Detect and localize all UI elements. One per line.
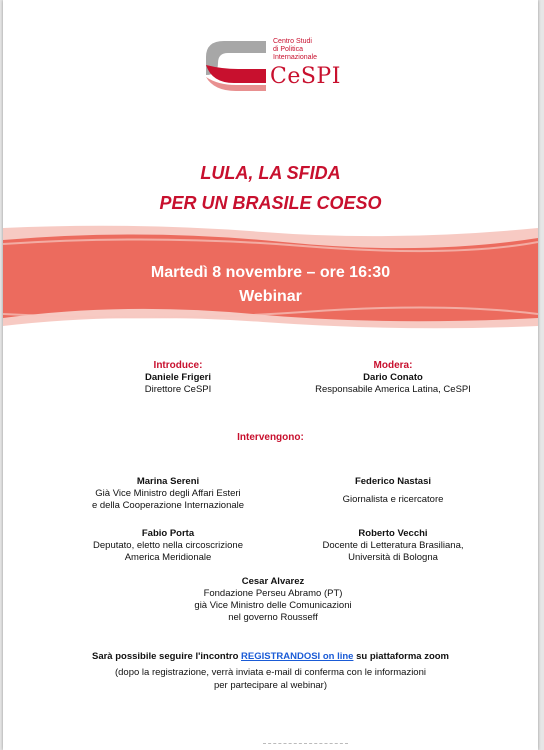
banner-webinar: Webinar (239, 288, 302, 305)
speaker-role: e della Cooperazione Internazionale (91, 500, 245, 511)
registration-note-2: per partecipare al webinar) (213, 680, 327, 691)
registration-post: su piattaforma zoom (353, 651, 449, 662)
introduce-role: Direttore CeSPI (144, 384, 212, 395)
speaker-role: Università di Bologna (348, 552, 438, 563)
modera-block (293, 360, 493, 396)
speaker-block (163, 576, 383, 624)
registration-link[interactable]: REGISTRANDOSI on line (241, 651, 354, 662)
speaker-block (303, 476, 483, 506)
intervengono-label: Intervengono: (237, 432, 304, 443)
speaker-name: Fabio Porta (141, 528, 195, 539)
speaker-role: Giornalista e ricercatore (342, 494, 444, 505)
modera-label: Modera: (373, 360, 413, 371)
modera-role: Responsabile America Latina, CeSPI (315, 384, 471, 395)
speaker-role: America Meridionale (124, 552, 212, 563)
registration-line (3, 650, 538, 663)
page-bottom-mark (263, 743, 348, 747)
speaker-block (63, 528, 273, 564)
speaker-name: Marina Sereni (136, 476, 200, 487)
registration-note-1: (dopo la registrazione, verrà inviata e-mail di conferma con le informazioni (114, 667, 426, 678)
speaker-block (303, 528, 483, 564)
speaker-role: Docente di Letteratura Brasiliana, (322, 540, 464, 551)
title-line-2: PER UN BRASILE COESO (159, 193, 382, 213)
speaker-name: Roberto Vecchi (358, 528, 428, 539)
speaker-block (63, 476, 273, 512)
document-page (3, 0, 538, 750)
logo-subtitle: Centro Studi di Politica Internazionale (273, 38, 317, 61)
speaker-name: Federico Nastasi (354, 476, 432, 487)
introduce-block (98, 360, 258, 396)
speaker-role: Già Vice Ministro degli Affari Esteri (95, 488, 241, 499)
introduce-name: Daniele Frigeri (145, 372, 211, 383)
speaker-role: Deputato, eletto nella circoscrizione (93, 540, 243, 551)
logo-name: CeSPI (270, 64, 341, 89)
speaker-name: Cesar Alvarez (241, 576, 305, 587)
title-line-1: LULA, LA SFIDA (200, 163, 341, 183)
introduce-label: Introduce: (153, 360, 203, 371)
speaker-role: già Vice Ministro delle Comunicazioni (194, 600, 352, 611)
speaker-role: Fondazione Perseu Abramo (PT) (203, 588, 343, 599)
registration-pre: Sarà possibile seguire l'incontro (91, 651, 242, 662)
modera-name: Dario Conato (363, 372, 423, 383)
banner-date: Martedì 8 novembre – ore 16:30 (150, 264, 391, 281)
speaker-role: nel governo Rousseff (228, 612, 318, 623)
